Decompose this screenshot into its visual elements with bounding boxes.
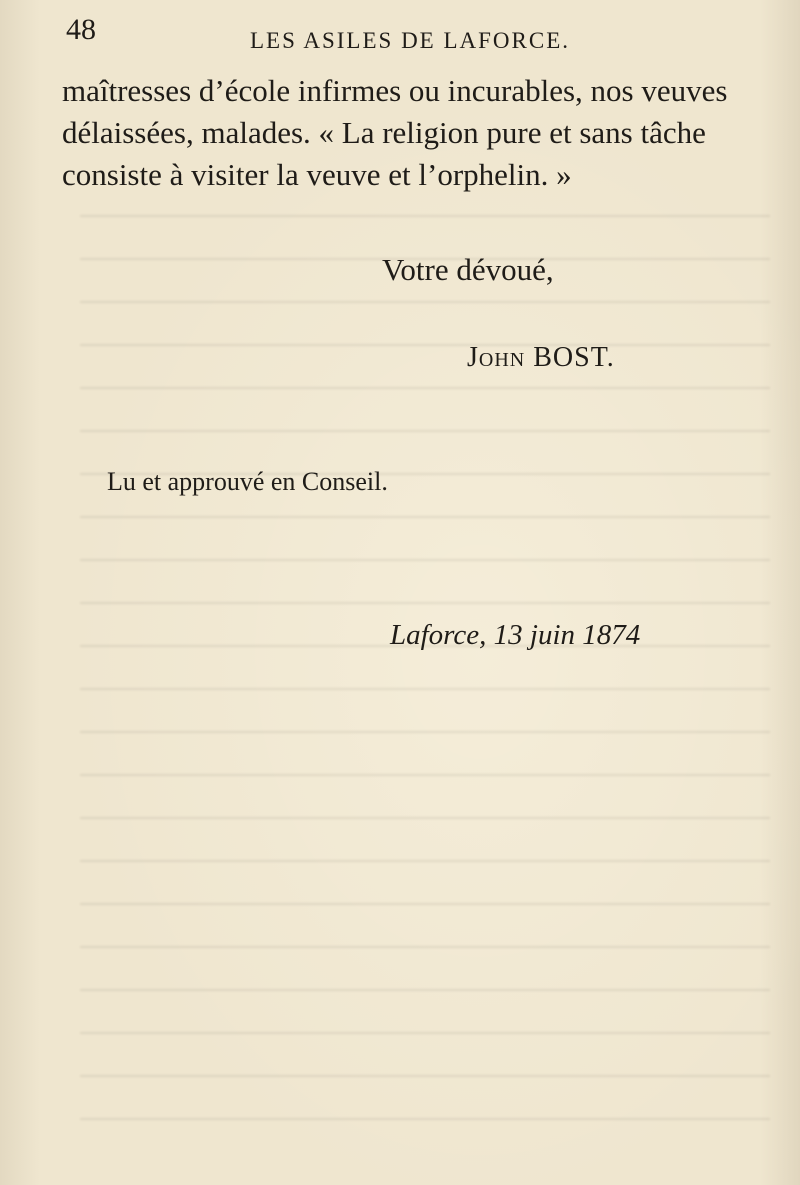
place-date: Laforce, 13 juin 1874 bbox=[390, 619, 641, 651]
page-number: 48 bbox=[66, 13, 96, 46]
closing-salutation: Votre dévoué, bbox=[382, 252, 554, 287]
signature-last-name: BOST. bbox=[533, 342, 615, 373]
body-line: consiste à visiter la veuve et l’orphelin. » bbox=[62, 157, 572, 192]
signature bbox=[467, 340, 615, 376]
approval-note: Lu et approuvé en Conseil. bbox=[107, 467, 388, 496]
running-header: LES ASILES DE LAFORCE. bbox=[250, 28, 571, 53]
body-paragraph bbox=[62, 70, 762, 196]
body-line: délaissées, malades. « La religion pure et sans tâche bbox=[62, 115, 706, 150]
body-line: maîtresses d’école infirmes ou incurables, nos veuves bbox=[62, 73, 728, 108]
signature-first-name: John bbox=[467, 342, 526, 373]
show-through-text bbox=[80, 190, 770, 1120]
